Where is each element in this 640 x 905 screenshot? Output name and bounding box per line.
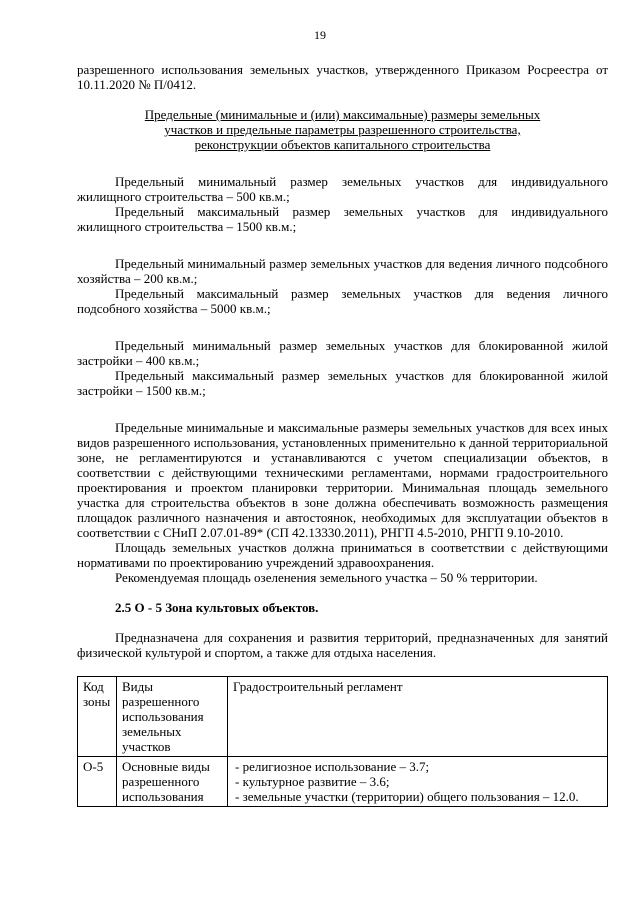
heading-line-1: Предельные (минимальные и (или) максимальные) размеры земельных xyxy=(144,107,541,122)
heading-line-3: реконструкции объектов капитального строительства xyxy=(194,137,491,152)
cell-zone-code: О-5 xyxy=(78,757,117,807)
table-row xyxy=(78,757,608,807)
paragraph-lph-min: Предельный минимальный размер земельных участков для ведения личного подсобного хозяйства – 200 кв.м.; xyxy=(77,256,608,286)
cell-regulations xyxy=(228,757,608,807)
regulation-table xyxy=(77,676,608,807)
paragraph-other-uses: Предельные минимальные и максимальные размеры земельных участков для всех иных видов разрешенного использования, установленных применительно к данной территориальной зоне, не регламентируются и устанавливаются с учетом специализации объектов, в соответствии с действующими техническими регламентами, нормами градостроительного проектирования и проектом планировки территории. Минимальная площадь земельного участка для строительства объектов в зоне должна обеспечивать возможность размещения площадок различного назначения и автостоянок, необходимых для эксплуатации объектов в соответствии с СНиП 2.07.01-89* (СП 42.13330.2011), РНГП 4.5-2010, РНГП 9.10-2010. xyxy=(77,420,608,540)
zone-description: Предназначена для сохранения и развития территорий, предназначенных для занятий физической культурой и спортом, а также для отдыха населения. xyxy=(77,630,608,660)
header-zone-code: Код зоны xyxy=(78,677,117,757)
paragraph-health-area: Площадь земельных участков должна приниматься в соответствии с действующими нормативами по проектированию учреждений здравоохранения. xyxy=(77,540,608,570)
regulation-list xyxy=(233,759,602,804)
paragraph-ijs-max: Предельный максимальный размер земельных участков для индивидуального жилищного строительства – 1500 кв.м.; xyxy=(77,204,608,234)
list-item: - культурное развитие – 3.6; xyxy=(235,774,390,789)
page-number: 19 xyxy=(314,28,326,42)
section-heading xyxy=(77,107,608,152)
paragraph-blocked-min: Предельный минимальный размер земельных участков для блокированной жилой застройки – 400 кв.м.; xyxy=(77,338,608,368)
zone-section-title: 2.5 О - 5 Зона культовых объектов. xyxy=(115,600,319,615)
paragraph-lph-max: Предельный максимальный размер земельных участков для ведения личного подсобного хозяйства – 5000 кв.м.; xyxy=(77,286,608,316)
heading-line-2: участков и предельные параметры разрешенного строительства, xyxy=(164,122,521,137)
intro-paragraph: разрешенного использования земельных участков, утвержденного Приказом Росреестра от 10.11.2020 № П/0412. xyxy=(77,62,608,92)
list-item: - религиозное использование – 3.7; xyxy=(235,759,430,774)
table-header-row xyxy=(78,677,608,757)
paragraph-greening: Рекомендуемая площадь озеленения земельного участка – 50 % территории. xyxy=(115,570,538,585)
header-use-types: Виды разрешенного использования земельных участков xyxy=(117,677,228,757)
paragraph-ijs-min: Предельный минимальный размер земельных участков для индивидуального жилищного строительства – 500 кв.м.; xyxy=(77,174,608,204)
document-body xyxy=(77,62,608,807)
paragraph-blocked-max: Предельный максимальный размер земельных участков для блокированной жилой застройки – 1500 кв.м.; xyxy=(77,368,608,398)
cell-use-types: Основные виды разрешенного использования xyxy=(117,757,228,807)
list-item: - земельные участки (территории) общего пользования – 12.0. xyxy=(235,789,579,804)
header-regulation: Градостроительный регламент xyxy=(228,677,608,757)
